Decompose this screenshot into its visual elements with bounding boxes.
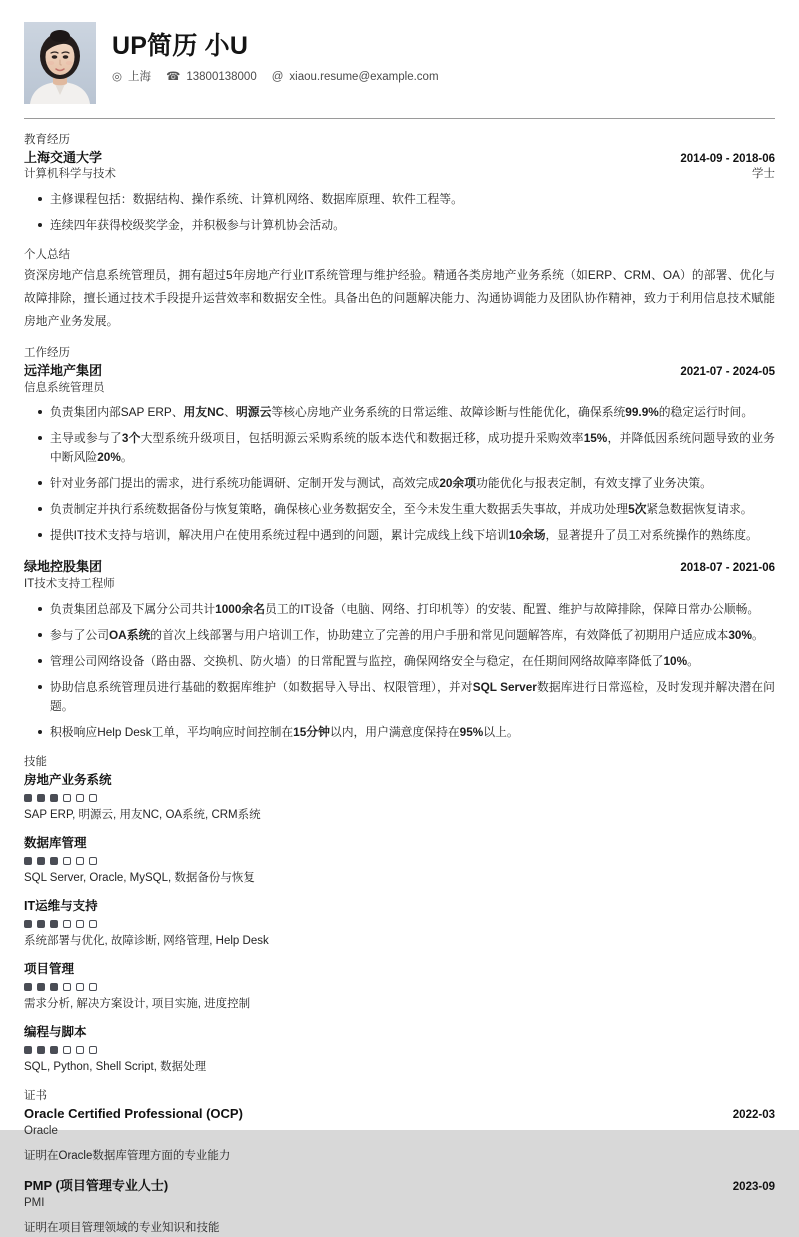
skill-items: SQL Server, Oracle, MySQL, 数据备份与恢复	[24, 871, 255, 884]
phone-icon: ☎	[166, 70, 181, 83]
certificate-issuer: PMI	[24, 1196, 45, 1209]
contact-location: 上海	[128, 70, 152, 83]
skill-pip-filled	[50, 983, 58, 991]
skill-pip-filled	[50, 920, 58, 928]
certificate-issuer: Oracle	[24, 1124, 58, 1137]
work-date: 2021-07 - 2024-05	[680, 365, 775, 378]
section-skills	[24, 755, 775, 1076]
skill-pip-empty	[89, 857, 97, 865]
skill-pip-empty	[89, 983, 97, 991]
skill-pip-empty	[63, 857, 71, 865]
major: 计算机科学与技术	[24, 168, 116, 181]
identity-block	[112, 22, 439, 83]
certificate-name: PMP (项目管理专业人士)	[24, 1177, 169, 1193]
bullet-item: 连续四年获得校级奖学金，并积极参与计算机协会活动。	[24, 216, 775, 235]
skill-level-meter	[24, 794, 775, 802]
skill-level-meter	[24, 983, 775, 991]
education-entry	[24, 150, 775, 235]
skill-pip-filled	[24, 920, 32, 928]
skill-name: IT运维与支持	[24, 898, 98, 913]
bullet-item: 针对业务部门提出的需求，进行系统功能调研、定制开发与测试，高效完成20余项功能优化与报表定制，有效支撑了业务决策。	[24, 474, 775, 493]
skill-pip-empty	[76, 920, 84, 928]
skill-pip-filled	[50, 1046, 58, 1054]
bullet-item: 主导或参与了3个大型系统升级项目，包括明源云采购系统的版本迭代和数据迁移，成功提升采购效率15%，并降低因系统问题导致的业务中断风险20%。	[24, 429, 775, 467]
work-bullets	[24, 600, 775, 743]
avatar	[24, 22, 96, 104]
skill-pip-empty	[63, 794, 71, 802]
company-name: 绿地控股集团	[24, 559, 103, 575]
skill-pip-filled	[50, 857, 58, 865]
skill-pip-empty	[76, 794, 84, 802]
section-label-certificates: 证书	[24, 1090, 47, 1103]
work-entry	[24, 363, 775, 546]
bullet-item: 负责集团内部SAP ERP、用友NC、明源云等核心房地产业务系统的日常运维、故障诊断与性能优化，确保系统99.9%的稳定运行时间。	[24, 403, 775, 422]
skill-pip-empty	[76, 1046, 84, 1054]
bullet-item: 负责集团总部及下属分公司共计1000余名员工的IT设备（电脑、网络、打印机等）的安装、配置、维护与故障排除，保障日常办公顺畅。	[24, 600, 775, 619]
skill-name: 数据库管理	[24, 835, 87, 850]
section-label-work: 工作经历	[24, 347, 70, 360]
job-title: 信息系统管理员	[24, 381, 105, 394]
bullet-item: 协助信息系统管理员进行基础的数据库维护（如数据导入导出、权限管理），并对SQL Server数据库进行日常巡检，及时发现并解决潜在问题。	[24, 678, 775, 716]
skill-items: 需求分析, 解决方案设计, 项目实施, 进度控制	[24, 997, 251, 1010]
company-name: 远洋地产集团	[24, 362, 103, 378]
bullet-item: 提供IT技术支持与培训，解决用户在使用系统过程中遇到的问题，累计完成线上线下培训10余场，显著提升了员工对系统操作的熟练度。	[24, 526, 775, 545]
section-summary	[24, 248, 775, 334]
work-bullets	[24, 403, 775, 546]
skill-name: 编程与脚本	[24, 1025, 87, 1040]
skill-name: 房地产业务系统	[24, 772, 112, 787]
work-date: 2018-07 - 2021-06	[680, 562, 775, 575]
certificates-list	[24, 1106, 775, 1237]
certificate-name: Oracle Certified Professional (OCP)	[24, 1105, 243, 1121]
bullet-item: 主修课程包括：数据结构、操作系统、计算机网络、数据库原理、软件工程等。	[24, 190, 775, 209]
contact-email[interactable]: xiaou.resume@example.com	[289, 70, 439, 83]
resume-header	[24, 22, 775, 118]
skill-pip-filled	[37, 1046, 45, 1054]
skill-group	[24, 835, 775, 887]
bullet-item: 积极响应Help Desk工单，平均响应时间控制在15分钟以内，用户满意度保持在95%以上。	[24, 723, 775, 742]
job-title: IT技术支持工程师	[24, 578, 115, 591]
certificate-entry	[24, 1106, 775, 1166]
skill-pip-filled	[24, 1046, 32, 1054]
skill-items: 系统部署与优化, 故障诊断, 网络管理, Help Desk	[24, 934, 269, 947]
bullet-item: 负责制定并执行系统数据备份与恢复策略，确保核心业务数据安全，至今未发生重大数据丢失事故，并成功处理5次紧急数据恢复请求。	[24, 500, 775, 519]
school-name: 上海交通大学	[24, 149, 103, 165]
skill-level-meter	[24, 920, 775, 928]
section-label-summary: 个人总结	[24, 248, 70, 261]
skill-pip-empty	[89, 794, 97, 802]
skill-pip-empty	[76, 983, 84, 991]
section-work	[24, 346, 775, 742]
at-sign-icon: @	[271, 70, 284, 83]
skill-name: 项目管理	[24, 962, 75, 977]
skill-pip-empty	[63, 1046, 71, 1054]
skill-pip-filled	[24, 857, 32, 865]
skill-group	[24, 1024, 775, 1076]
skills-list	[24, 772, 775, 1077]
skill-pip-empty	[76, 857, 84, 865]
certificate-entry	[24, 1178, 775, 1237]
bullet-item: 管理公司网络设备（路由器、交换机、防火墙）的日常配置与监控，确保网络安全与稳定，在任期间网络故障率降低了10%。	[24, 652, 775, 671]
certificate-description: 证明在Oracle数据库管理方面的专业能力	[24, 1150, 231, 1163]
skill-pip-filled	[37, 794, 45, 802]
skill-pip-filled	[50, 794, 58, 802]
full-name: UP简历 小U	[112, 32, 249, 60]
skill-pip-empty	[63, 920, 71, 928]
section-education	[24, 133, 775, 235]
work-entry	[24, 559, 775, 742]
certificate-description: 证明在项目管理领域的专业知识和技能	[24, 1222, 220, 1235]
certificate-date: 2022-03	[732, 1108, 775, 1121]
skill-items: SAP ERP, 明源云, 用友NC, OA系统, CRM系统	[24, 808, 261, 821]
skill-group	[24, 898, 775, 950]
skill-level-meter	[24, 1046, 775, 1054]
summary-text: 资深房地产信息系统管理员，拥有超过5年房地产行业IT系统管理与维护经验。精通各类房地产业务系统（如ERP、CRM、OA）的部署、优化与故障排除，擅长通过技术手段提升运营效率和数据安全性。具备出色的问题解决能力、沟通协调能力及团队协作精神，致力于利用信息技术赋能房地产业务发展。	[24, 268, 775, 329]
location-pin-icon: ◎	[112, 70, 123, 83]
skill-pip-filled	[24, 983, 32, 991]
contact-phone[interactable]: 13800138000	[186, 70, 257, 83]
skill-pip-filled	[37, 920, 45, 928]
bullet-item: 参与了公司OA系统的首次上线部署与用户培训工作，协助建立了完善的用户手册和常见问题解答库，有效降低了初期用户适应成本30%。	[24, 626, 775, 645]
skill-pip-filled	[37, 857, 45, 865]
skill-pip-empty	[89, 920, 97, 928]
skill-items: SQL, Python, Shell Script, 数据处理	[24, 1061, 207, 1074]
section-certificates	[24, 1089, 775, 1237]
certificate-date: 2023-09	[732, 1180, 775, 1193]
education-bullets	[24, 190, 775, 235]
contact-line	[112, 72, 439, 84]
skill-pip-filled	[37, 983, 45, 991]
degree: 学士	[752, 168, 775, 181]
section-label-education: 教育经历	[24, 134, 70, 146]
skill-pip-empty	[89, 1046, 97, 1054]
header-divider	[24, 118, 775, 119]
skill-group	[24, 772, 775, 824]
education-date: 2014-09 - 2018-06	[680, 152, 775, 165]
skill-pip-empty	[63, 983, 71, 991]
skill-pip-filled	[24, 794, 32, 802]
skill-group	[24, 961, 775, 1013]
section-label-skills: 技能	[24, 756, 47, 769]
skill-level-meter	[24, 857, 775, 865]
